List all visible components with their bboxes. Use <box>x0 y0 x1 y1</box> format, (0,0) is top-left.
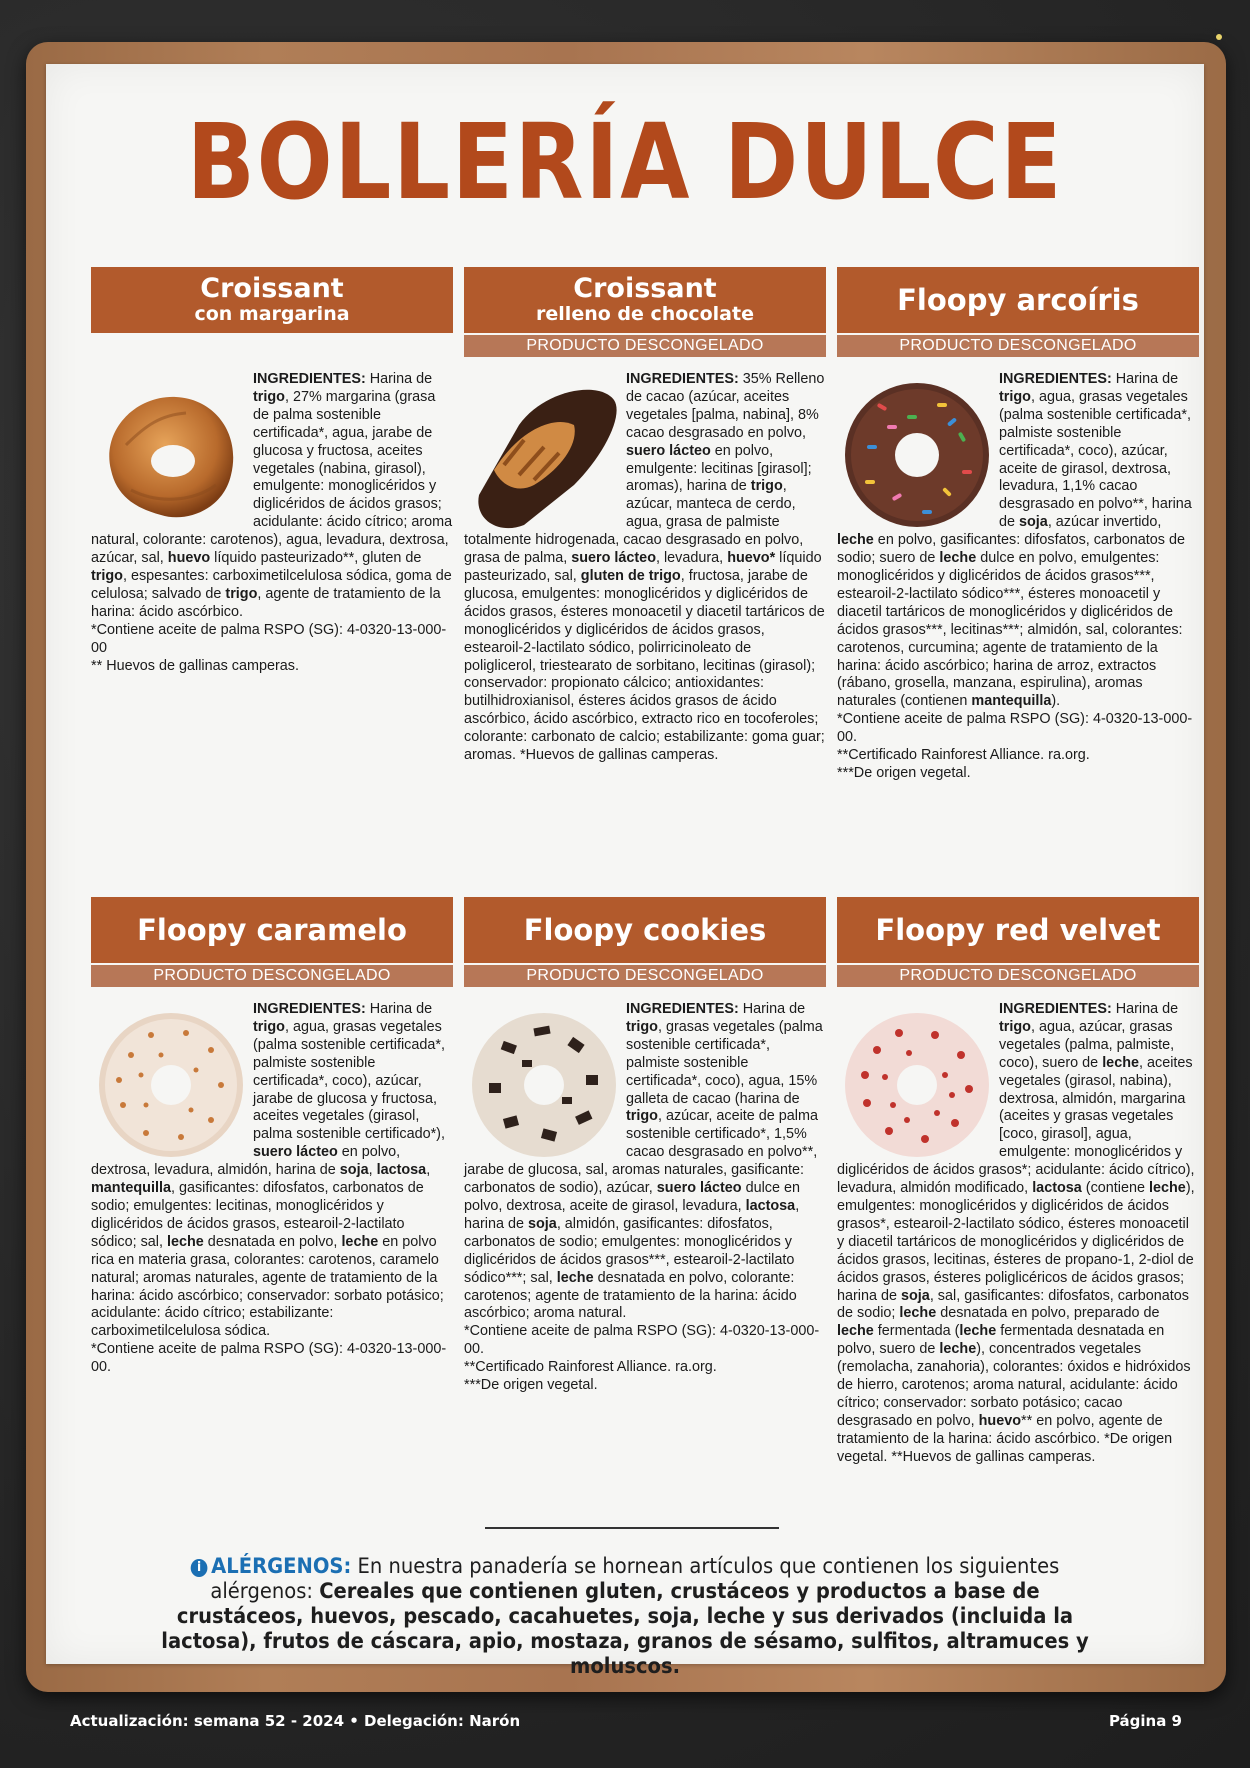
defrosted-badge: PRODUCTO DESCONGELADO <box>837 965 1199 987</box>
allergens-list: Cereales que contienen gluten, crustáceos y productos a base de crustáceos, huevos, pescado, cacahuetes, soja, leche y sus derivados (incluida la lactosa), frutos de cáscara, apio, mostaza, granos de sésamo, sulfitos, altramuces y moluscos. <box>161 1579 1089 1678</box>
product-card <box>837 897 1199 1467</box>
product-name: Floopy red velvet <box>875 912 1161 947</box>
product-card <box>837 267 1199 783</box>
defrosted-badge: PRODUCTO DESCONGELADO <box>464 965 826 987</box>
product-name: Floopy cookies <box>523 912 767 947</box>
divider <box>485 1527 779 1529</box>
floopy-red-velvet-image <box>837 1005 997 1165</box>
product-title <box>837 897 1199 963</box>
floopy-rainbow-image <box>837 375 997 535</box>
product-body <box>464 357 826 765</box>
page-title: BOLLERÍA DULCE <box>186 101 1064 223</box>
ingredients-text: INGREDIENTES: 35% Relleno de cacao (azúcar, aceites vegetales [palma, nabina], 8% cacao desgrasado en polvo, suero lácteo en polvo, emulgente: lecitinas [girasol]; aromas), harina de trigo, azúcar, manteca de cerdo, agua, grasa de palmiste totalmente hidrogenada, cacao desgrasado en polvo, grasa de palma, suero lácteo, levadura, huevo* líquido pasteurizado, sal, gluten de trigo, fructosa, jarabe de glucosa, emulgentes: monoglicéridos y diglicéridos de ácidos grasos, ésteres monoacetil y diacetil tartáricos de monoglicéridos y diglicéridos de ácidos grasos, estearoil-2-lactilato sódico, polirricinoleato de poliglicerol, triestearato de sorbitano, lecitinas (girasol); conservador: propionato cálcico; antioxidantes: butilhidroxianisol, ésteres ácidos grasos de ácido ascórbico, ácido ascórbico, extracto rico en tocoferoles; colorante: carbonato de calcio; estabilizante: goma guar; aromas. *Huevos de gallinas camperas. <box>464 371 825 764</box>
defrosted-badge: PRODUCTO DESCONGELADO <box>464 335 826 357</box>
product-body <box>464 987 826 1395</box>
product-name-detail: relleno de chocolate <box>536 302 754 325</box>
product-title <box>91 267 453 333</box>
product-name: Croissant <box>573 273 717 305</box>
product-card <box>91 267 453 675</box>
product-name-detail: con margarina <box>194 302 350 325</box>
ingredients-text: INGREDIENTES: Harina de trigo, agua, azúcar, grasas vegetales (palma, palmiste, coco), suero de leche, aceites vegetales (girasol, nabina), dextrosa, almidón, margarina (aceites y grasas vegetales [coco, girasol], agua, emulgente: monoglicéridos y diglicéridos de ácidos grasos*; acidulante: ácido cítrico), levadura, almidón modificado, lactosa (contiene leche), emulgentes: monoglicéridos y diglicéridos de ácidos grasos*, estearoil-2-lactilato sódico, ésteres monoacetil y diacetil tartáricos de monoglicéridos y diglicéridos de ácidos grasos, lecitinas, ésteres de propano-1, 2-diol de ácidos grasos, ésteres poliglicéricos de ácidos grasos; harina de soja, sal, gasificantes: difosfatos, carbonatos de sodio; leche desnatada en polvo, preparado de leche fermentada (leche fermentada desnatada en polvo, suero de leche), concentrados vegetales (remolacha, zanahoria), colorantes: óxidos e hidróxidos de hierro, carotenos; aroma natural, acidulante: ácido cítrico; conservador: sorbato potásico; cacao desgrasado en polvo, huevo** en polvo, agente de tratamiento de la harina: ácido ascórbico. *De origen vegetal. **Huevos de gallinas camperas. <box>837 1001 1195 1465</box>
info-icon: i <box>191 1559 208 1577</box>
logo-dot <box>1216 34 1222 40</box>
product-title <box>464 897 826 963</box>
product-title <box>91 897 453 963</box>
ingredients-text: INGREDIENTES: Harina de trigo, agua, grasas vegetales (palma sostenible certificada*, palmiste sostenible certificada*, coco), azúcar, jarabe de glucosa y fructosa, aceites vegetales (girasol, palma sostenible certificado*), suero lácteo en polvo, dextrosa, levadura, almidón, harina de soja, lactosa, mantequilla, gasificantes: difosfatos, carbonatos de sodio; emulgentes: lecitinas, monoglicéridos y diglicéridos de ácidos grasos, estearoil-2-lactilato sódico; sal, leche desnatada en polvo, leche en polvo rica en materia grasa, colorantes: carotenos, caramelo natural; aromas naturales, agente de tratamiento de la harina: ácido ascórbico; conservador: sorbato potásico; acidulante: ácido cítrico; estabilizante: carboximetilcelulosa sódica. *Contiene aceite de palma RSPO (SG): 4-0320-13-000-00. <box>91 1001 447 1376</box>
product-title <box>837 267 1199 333</box>
footer-update: Actualización: semana 52 - 2024 • Delegación: Narón <box>70 1712 521 1730</box>
croissant-margarine-image <box>91 375 251 535</box>
product-body <box>837 987 1199 1467</box>
product-card <box>91 897 453 1377</box>
product-body <box>91 357 453 675</box>
allergens-notice <box>146 1554 1104 1679</box>
defrosted-badge: PRODUCTO DESCONGELADO <box>91 965 453 987</box>
product-name: Floopy arcoíris <box>897 282 1139 317</box>
ingredients-text: INGREDIENTES: Harina de trigo, 27% margarina (grasa de palma sostenible certificada*, agua, jarabe de glucosa y fructosa, aceites vegetales (nabina, girasol), emulgente: monoglicéridos y diglicéridos de ácidos grasos; acidulante: ácido cítrico; aroma natural, colorante: carotenos), agua, levadura, dextrosa, azúcar, sal, huevo líquido pasteurizado**, gluten de trigo, espesantes: carboximetilcelulosa sódica, goma de celulosa; salvado de trigo, agente de tratamiento de la harina: ácido ascórbico. *Contiene aceite de palma RSPO (SG): 4-0320-13-000-00 ** Huevos de gallinas camperas. <box>91 371 453 674</box>
floopy-caramel-image <box>91 1005 251 1165</box>
product-card <box>464 267 826 765</box>
product-name: Croissant <box>200 273 344 305</box>
product-name: Floopy caramelo <box>137 912 407 947</box>
allergens-lead: En nuestra panadería se hornean artículos que contienen los siguientes alérgenos: <box>210 1554 1060 1603</box>
product-body <box>837 357 1199 783</box>
floopy-cookies-image <box>464 1005 624 1165</box>
product-card <box>464 897 826 1395</box>
allergens-label: ALÉRGENOS: <box>211 1554 352 1578</box>
ingredients-text: INGREDIENTES: Harina de trigo, agua, grasas vegetales (palma sostenible certificada*, palmiste sostenible certificada*, coco), azúcar, aceite de girasol, dextrosa, levadura, 1,1% cacao desgrasado en polvo**, harina de soja, azúcar invertido, leche en polvo, gasificantes: difosfatos, carbonatos de sodio; suero de leche dulce en polvo, emulgentes: monoglicéridos y diglicéridos de ácidos grasos***, estearoil-2-lactilato sódico***, ésteres monoacetil y diacetil tartáricos de monoglicéridos y diglicéridos de ácidos grasos***, lecitinas***; almidón, sal, colorantes: carotenos, curcumina; agente de tratamiento de la harina: ácido ascórbico; harina de arroz, extractos (rábano, grosella, manzana, espirulina), aromas naturales (contienen mantequilla). *Contiene aceite de palma RSPO (SG): 4-0320-13-000-00. **Certificado Rainforest Alliance. ra.org. ***De origen vegetal. <box>837 371 1193 781</box>
page-number: Página 9 <box>1108 1712 1182 1730</box>
product-body <box>91 987 453 1377</box>
croissant-chocolate-image <box>464 375 624 535</box>
ingredients-text: INGREDIENTES: Harina de trigo, grasas vegetales (palma sostenible certificada*, palmiste sostenible certificada*, coco), agua, 15% galleta de cacao (harina de trigo, azúcar, aceite de palma sostenible certificado*, 1,5% cacao desgrasado en polvo**, jarabe de glucosa, sal, aromas naturales, gasificante: carbonatos de sodio), azúcar, suero lácteo dulce en polvo, dextrosa, aceite de girasol, levadura, lactosa, harina de soja, almidón, gasificantes: difosfatos, carbonatos de sodio; emulgentes: monoglicéridos y diglicéridos de ácidos grasos***, estearoil-2-lactilato sódico***; sal, leche desnatada en polvo, colorante: carotenos; agente de tratamiento de la harina: ácido ascórbico; aroma natural. *Contiene aceite de palma RSPO (SG): 4-0320-13-000-00. **Certificado Rainforest Alliance. ra.org. ***De origen vegetal. <box>464 1001 823 1394</box>
product-title <box>464 267 826 333</box>
defrosted-badge: PRODUCTO DESCONGELADO <box>837 335 1199 357</box>
